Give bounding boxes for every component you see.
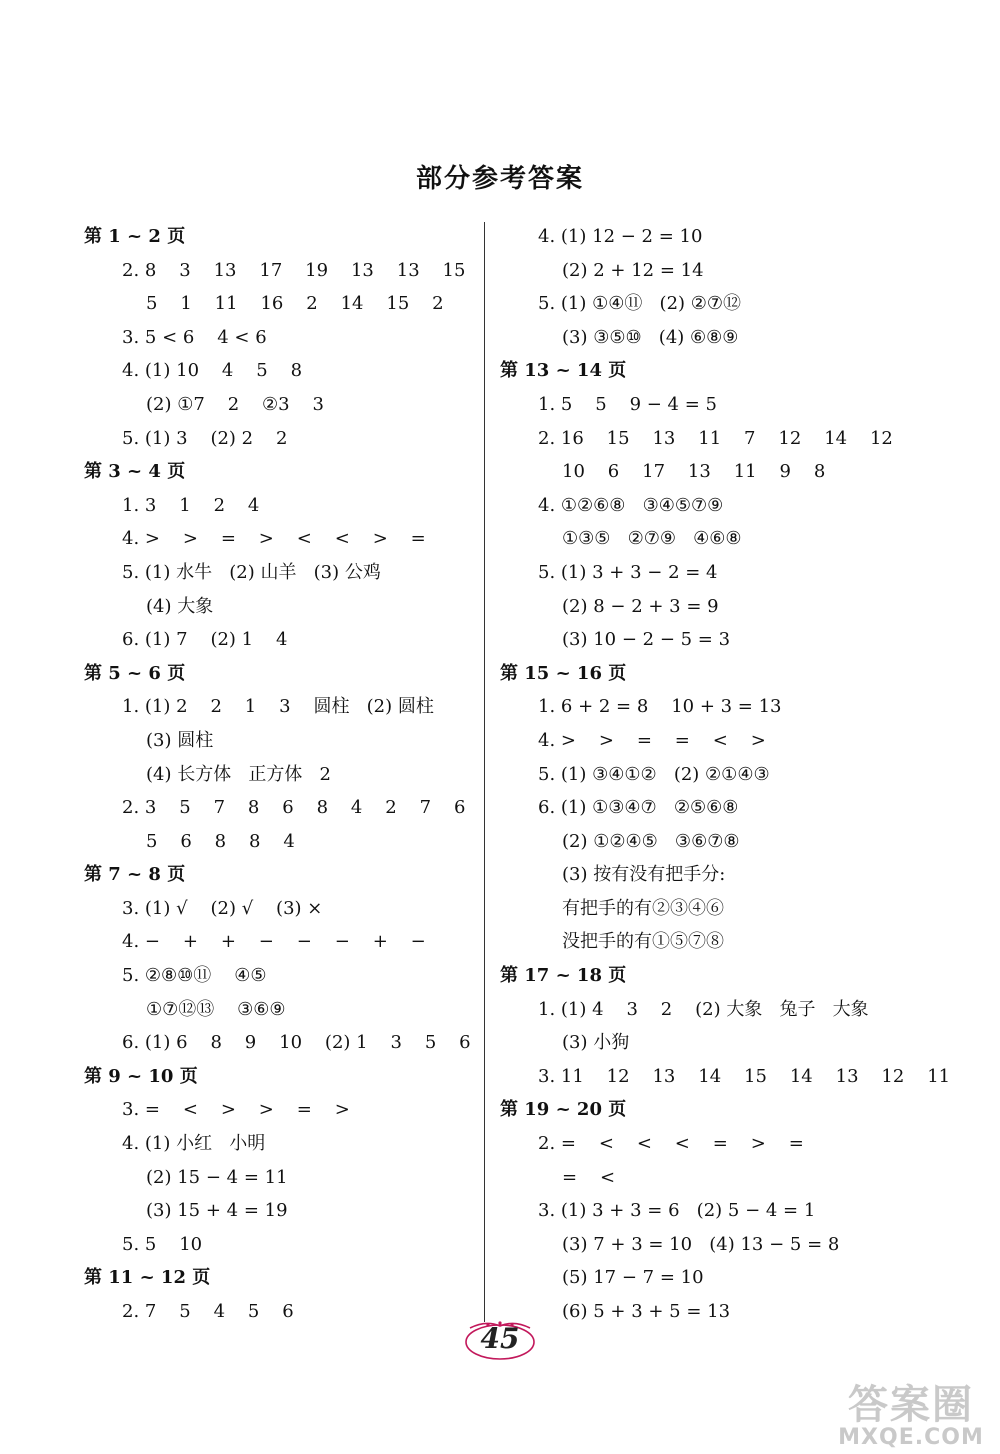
answer-line: (3) 按有没有把手分: [562, 864, 726, 886]
answer-line: 1. 3 1 2 4 [122, 494, 260, 516]
answer-line: (2) 8 − 2 + 3 = 9 [562, 595, 719, 617]
answer-line: 5. ②⑧⑩⑪ ④⑤ [122, 965, 267, 987]
answer-line: 5 1 11 16 2 14 15 2 [146, 293, 444, 315]
answer-line: 2. 7 5 4 5 6 [122, 1301, 294, 1322]
answer-line: 4. ①②⑥⑧ ③④⑤⑦⑨ [538, 494, 724, 516]
section-heading: 第 7 ~ 8 页 [84, 864, 186, 886]
answer-line: 2. = < < < = > = [538, 1133, 804, 1155]
watermark-domain: MXQE.COM [838, 1425, 984, 1450]
answer-line: (3) 小狗 [562, 1032, 630, 1054]
answer-line: 5. (1) 水牛 (2) 山羊 (3) 公鸡 [122, 561, 381, 583]
answer-line: (2) ①7 2 ②3 3 [146, 393, 324, 415]
answer-line: 6. (1) ①③④⑦ ②⑤⑥⑧ [538, 797, 739, 819]
answer-line: ①③⑤ ②⑦⑨ ④⑥⑧ [562, 528, 742, 550]
answer-line: 5. (1) ③④①② (2) ②①④③ [538, 763, 770, 785]
section-heading: 第 19 ~ 20 页 [500, 1099, 627, 1121]
answer-line: 1. (1) 2 2 1 3 圆柱 (2) 圆柱 [122, 696, 434, 718]
answer-line: 2. 8 3 13 17 19 13 13 15 [122, 259, 466, 281]
answer-line: 5. (1) 3 (2) 2 2 [122, 427, 288, 449]
answer-line: 有把手的有②③④⑥ [562, 897, 724, 919]
answer-line: 4. > > = > < < > = [122, 528, 426, 550]
answer-line: 6. (1) 6 8 9 10 (2) 1 3 5 6 [122, 1032, 471, 1054]
answer-line: (4) 长方体 正方体 2 [146, 763, 332, 785]
answer-line: (5) 17 − 7 = 10 [562, 1267, 704, 1289]
answer-line: 2. 16 15 13 11 7 12 14 12 [538, 427, 893, 449]
section-heading: 第 3 ~ 4 页 [84, 461, 186, 483]
answer-line: (6) 5 + 3 + 5 = 13 [562, 1301, 731, 1322]
site-watermark [822, 1384, 1000, 1454]
answer-line: 4. (1) 小红 小明 [122, 1133, 266, 1155]
answer-line: 5 6 8 8 4 [146, 830, 295, 852]
answer-line: 3. 11 12 13 14 15 14 13 12 11 [538, 1065, 951, 1087]
answer-line: 4. − + + − − − + − [122, 931, 426, 953]
section-heading: 第 13 ~ 14 页 [500, 360, 627, 382]
answer-line: 5. 5 10 [122, 1233, 203, 1255]
answer-line: (2) 15 − 4 = 11 [146, 1166, 288, 1188]
answer-line: 4. > > = = < > [538, 729, 766, 751]
section-heading: 第 11 ~ 12 页 [84, 1267, 211, 1289]
answer-line: 1. (1) 4 3 2 (2) 大象 兔子 大象 [538, 998, 869, 1020]
answer-line: 1. 6 + 2 = 8 10 + 3 = 13 [538, 696, 782, 718]
page-title: 部分参考答案 [415, 164, 584, 194]
section-heading: 第 9 ~ 10 页 [84, 1065, 198, 1087]
answer-line: 2. 3 5 7 8 6 8 4 2 7 6 [122, 797, 466, 819]
section-heading: 第 17 ~ 18 页 [500, 965, 627, 987]
section-heading: 第 5 ~ 6 页 [84, 662, 186, 684]
answer-line: (2) ①②④⑤ ③⑥⑦⑧ [562, 830, 740, 852]
answer-line: 5. (1) ①④⑪ (2) ②⑦⑫ [538, 293, 742, 315]
section-heading: 第 15 ~ 16 页 [500, 662, 627, 684]
answer-line: (3) 7 + 3 = 10 (4) 13 − 5 = 8 [562, 1233, 840, 1255]
answer-line: (3) ③⑤⑩ (4) ⑥⑧⑨ [562, 326, 739, 348]
answer-line: 3. (1) √ (2) √ (3) × [122, 897, 323, 919]
answer-line: = < [562, 1166, 616, 1188]
answer-line: 1. 5 5 9 − 4 = 5 [538, 393, 717, 415]
answer-line: (3) 15 + 4 = 19 [146, 1200, 288, 1222]
answer-line: 3. = < > > = > [122, 1099, 350, 1121]
answer-line: (2) 2 + 12 = 14 [562, 259, 704, 281]
answer-line: 3. (1) 3 + 3 = 6 (2) 5 − 4 = 1 [538, 1200, 816, 1222]
answer-line: (3) 10 − 2 − 5 = 3 [562, 629, 731, 651]
watermark-logo-text: 答案圈 [848, 1382, 974, 1428]
answer-line: (3) 圆柱 [146, 729, 214, 751]
answer-line: 没把手的有①⑤⑦⑧ [562, 931, 724, 953]
answer-line: 4. (1) 10 4 5 8 [122, 360, 303, 382]
answer-line: 3. 5 < 6 4 < 6 [122, 326, 267, 348]
column-divider [484, 222, 485, 1322]
section-heading: 第 1 ~ 2 页 [84, 226, 186, 247]
page-number: 45 [480, 1322, 520, 1355]
answer-column-right [500, 220, 951, 1329]
answer-line: 4. (1) 12 − 2 = 10 [538, 226, 703, 247]
answer-column-left [84, 220, 474, 1329]
answer-line: 10 6 17 13 11 9 8 [562, 461, 826, 483]
answer-line: 6. (1) 7 (2) 1 4 [122, 629, 288, 651]
answer-line: (4) 大象 [146, 595, 214, 617]
answer-line: ①⑦⑫⑬ ③⑥⑨ [146, 998, 286, 1020]
answer-line: 5. (1) 3 + 3 − 2 = 4 [538, 561, 718, 583]
